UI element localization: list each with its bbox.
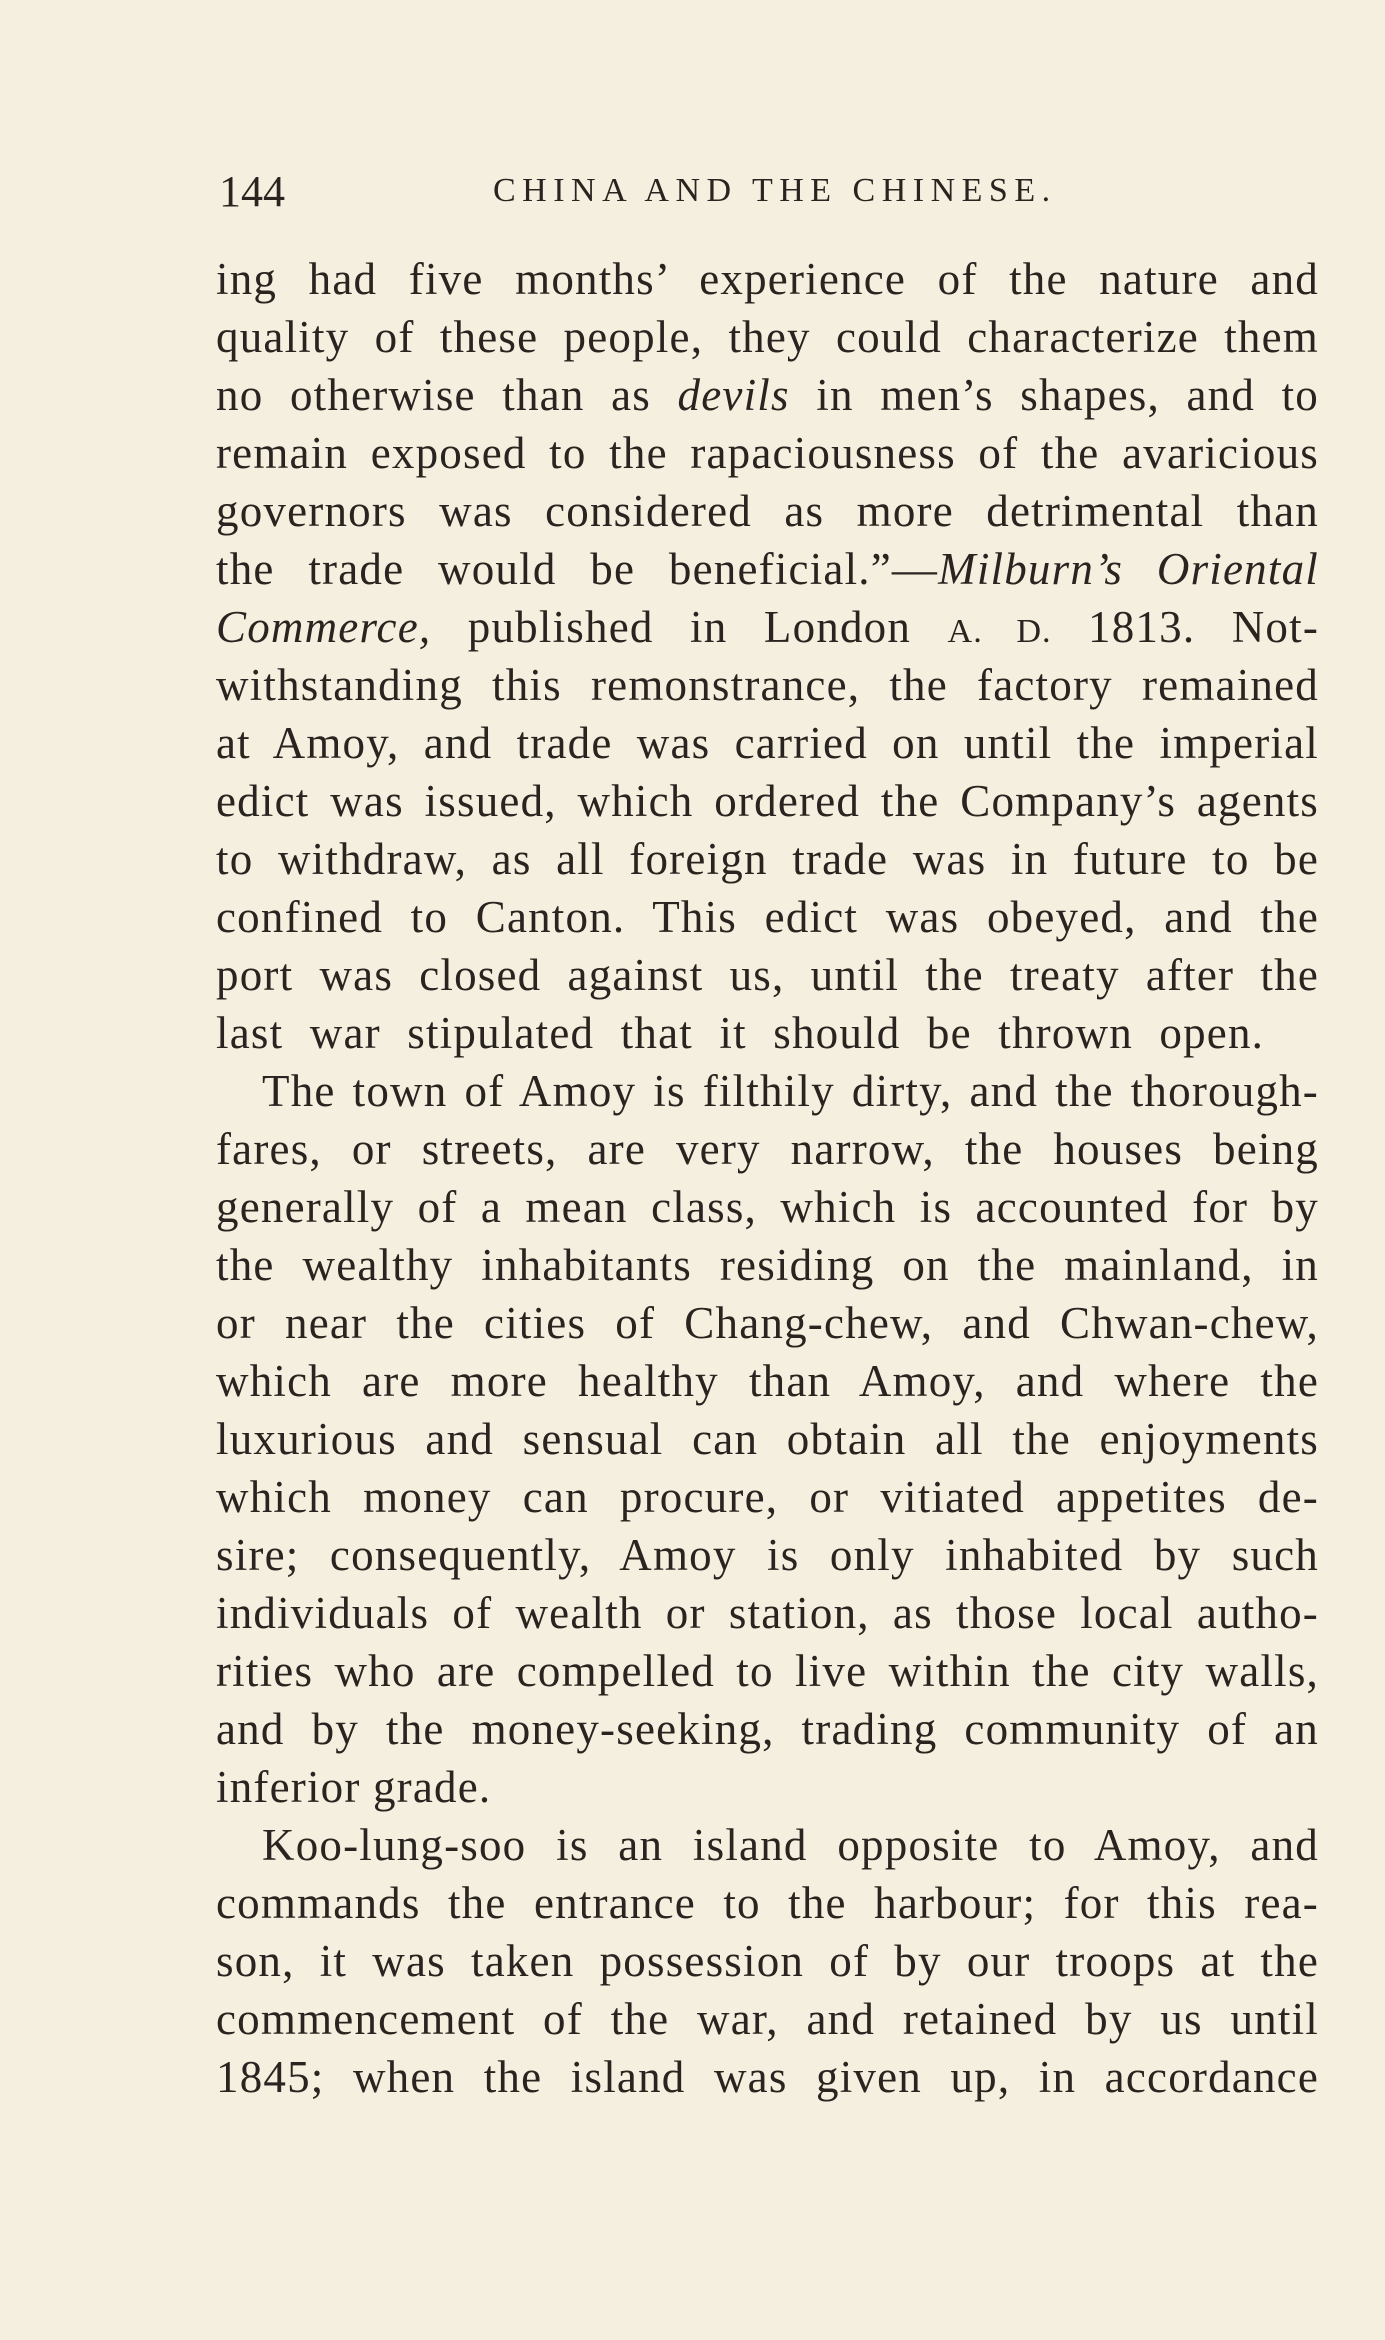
- line-text: or near the cities of Chang-chew, and Chwan-chew,: [216, 1298, 1319, 1348]
- italic-text: Milburn’s Oriental: [938, 544, 1319, 594]
- line-text: which money can procure, or vitiated appetites de-: [216, 1472, 1319, 1522]
- line-text: fares, or streets, are very narrow, the houses being: [216, 1124, 1319, 1174]
- text-line: [216, 1062, 1319, 1120]
- text-line: [216, 308, 1319, 366]
- line-text: the wealthy inhabitants residing on the mainland, in: [216, 1240, 1319, 1290]
- text-line: [216, 1004, 1319, 1062]
- text-line: [216, 656, 1319, 714]
- line-text: sire; consequently, Amoy is only inhabited by such: [216, 1530, 1319, 1580]
- text-line: [216, 1352, 1319, 1410]
- line-text: confined to Canton. This edict was obeyed, and the: [216, 892, 1319, 942]
- line-text: withstanding this remonstrance, the factory remained: [216, 660, 1319, 710]
- line-text: quality of these people, they could characterize them: [216, 312, 1319, 362]
- line-text: remain exposed to the rapaciousness of the avaricious: [216, 428, 1319, 478]
- text-line: [216, 598, 1319, 656]
- line-text: port was closed against us, until the treaty after the: [216, 950, 1319, 1000]
- text-line: [216, 250, 1319, 308]
- text-line: [216, 366, 1319, 424]
- text-line: [216, 888, 1319, 946]
- running-head: [0, 0, 1385, 230]
- text-line: [216, 1874, 1319, 1932]
- paragraph: [216, 1062, 1319, 1816]
- line-text: The town of Amoy is filthily dirty, and the thorough-: [262, 1066, 1319, 1116]
- line-text: generally of a mean class, which is accounted for by: [216, 1182, 1319, 1232]
- line-text: no otherwise than as: [216, 370, 678, 420]
- italic-text: devils: [677, 370, 790, 420]
- text-line: [216, 1816, 1319, 1874]
- text-line: [216, 1236, 1319, 1294]
- text-line: [216, 1526, 1319, 1584]
- text-line: [216, 772, 1319, 830]
- small-caps-text: A. D.: [947, 613, 1052, 650]
- line-text: governors was considered as more detrimental than: [216, 486, 1319, 536]
- text-line: [216, 1410, 1319, 1468]
- line-text: 1813. Not-: [1051, 602, 1320, 652]
- line-text: and by the money-seeking, trading community of an: [216, 1704, 1319, 1754]
- text-line: [216, 540, 1319, 598]
- text-line: [216, 1990, 1319, 2048]
- line-text: rities who are compelled to live within the city walls,: [216, 1646, 1319, 1696]
- paragraph: [216, 1816, 1319, 2106]
- line-text: to withdraw, as all foreign trade was in future to be: [216, 834, 1319, 884]
- line-text: luxurious and sensual can obtain all the enjoyments: [216, 1414, 1319, 1464]
- line-text: in men’s shapes, and to: [789, 370, 1319, 420]
- text-line: [216, 424, 1319, 482]
- line-text: 1845; when the island was given up, in accordance: [216, 2052, 1319, 2102]
- line-text: commands the entrance to the harbour; for this rea-: [216, 1878, 1319, 1928]
- line-text: Koo-lung-soo is an island opposite to Amoy, and: [262, 1820, 1319, 1870]
- line-text: son, it was taken possession of by our troops at the: [216, 1936, 1319, 1986]
- text-line: [216, 714, 1319, 772]
- text-line: [216, 1294, 1319, 1352]
- line-text: individuals of wealth or station, as those local autho-: [216, 1588, 1319, 1638]
- line-text: published in London: [431, 602, 948, 652]
- paragraph: [216, 250, 1319, 1062]
- text-line: [216, 2048, 1319, 2106]
- text-line: [216, 1120, 1319, 1178]
- line-text: commencement of the war, and retained by us until: [216, 1994, 1319, 2044]
- text-line: [216, 1700, 1319, 1758]
- line-text: last war stipulated that it should be thrown open.: [216, 1008, 1265, 1058]
- text-line: [216, 482, 1319, 540]
- line-text: which are more healthy than Amoy, and where the: [216, 1356, 1319, 1406]
- text-line: [216, 1642, 1319, 1700]
- body-text: [216, 250, 1319, 2106]
- page-number: 144: [219, 167, 285, 216]
- text-line: [216, 830, 1319, 888]
- line-text: ing had five months’ experience of the nature and: [216, 254, 1319, 304]
- text-line: [216, 1178, 1319, 1236]
- line-text: at Amoy, and trade was carried on until the imperial: [216, 718, 1319, 768]
- line-text: edict was issued, which ordered the Company’s agents: [216, 776, 1319, 826]
- text-line: [216, 1758, 1319, 1816]
- text-line: [216, 946, 1319, 1004]
- line-text: inferior grade.: [216, 1762, 492, 1812]
- text-line: [216, 1932, 1319, 1990]
- running-title: CHINA AND THE CHINESE.: [493, 172, 1057, 209]
- text-line: [216, 1468, 1319, 1526]
- line-text: the trade would be beneficial.”—: [216, 544, 939, 594]
- italic-text: Commerce,: [216, 602, 432, 652]
- text-line: [216, 1584, 1319, 1642]
